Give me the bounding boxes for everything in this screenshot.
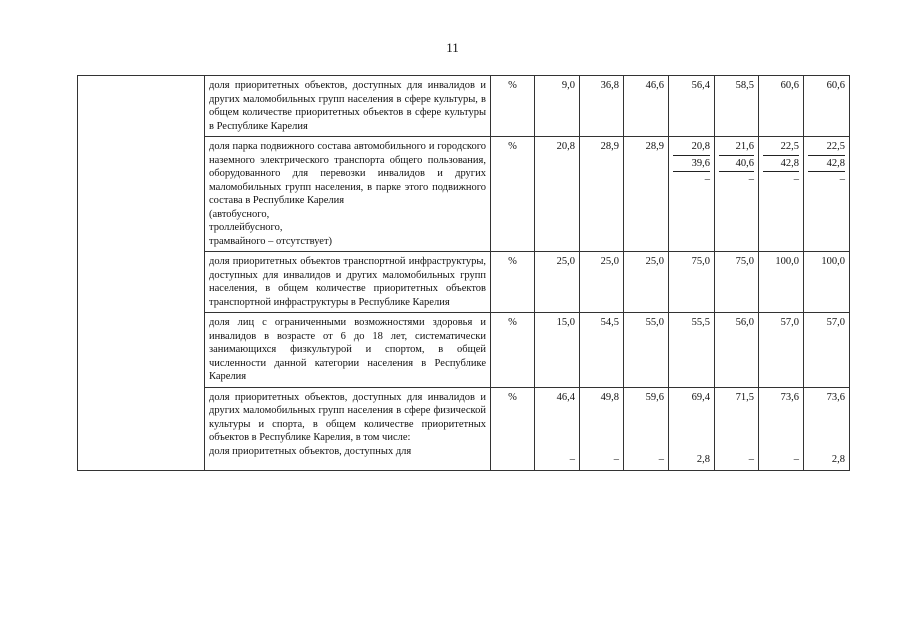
- split-value-cell: [759, 137, 804, 252]
- value-cell: [715, 387, 759, 470]
- indicators-table: [77, 75, 850, 471]
- table-row: [78, 76, 850, 137]
- value-cell: 100,0: [804, 252, 850, 313]
- value-cell: [669, 387, 715, 470]
- split-value: 39,6: [673, 157, 710, 173]
- value-cell: 75,0: [715, 252, 759, 313]
- value: 59,6: [645, 391, 664, 403]
- unit-cell: %: [491, 76, 535, 137]
- value-cell: 55,5: [669, 313, 715, 388]
- value: 46,4: [556, 391, 575, 403]
- row-description: доля приоритетных объектов, доступных для инвалидов и других маломобильных групп населения в сфере культуры, в общем количестве приоритетных объектов в сфере культуры в Республике Карелия: [205, 76, 491, 137]
- row-description: [205, 387, 491, 470]
- value-cell: 20,8: [535, 137, 580, 252]
- value-cell: [804, 387, 850, 470]
- value-cell: 100,0: [759, 252, 804, 313]
- value-cell: [535, 387, 580, 470]
- value-cell: 56,0: [715, 313, 759, 388]
- value-cell: [580, 387, 624, 470]
- value-cell: 25,0: [580, 252, 624, 313]
- description-line: троллейбусного,: [209, 222, 283, 233]
- value-cell: 60,6: [804, 76, 850, 137]
- unit-cell: %: [491, 252, 535, 313]
- empty-left-cell: [78, 76, 205, 471]
- sub-value: –: [569, 454, 575, 465]
- value-cell: 25,0: [624, 252, 669, 313]
- split-value: –: [839, 174, 845, 185]
- row-description: доля лиц с ограниченными возможностями здоровья и инвалидов в возрасте от 6 до 18 лет, систематически занимающихся физкультурой и спортом, в общей численности данной категории населения в Республике Карелия: [205, 313, 491, 388]
- split-value: –: [793, 174, 799, 185]
- description-line: (автобусного,: [209, 208, 270, 220]
- sub-value: –: [748, 454, 754, 465]
- description-continuation: доля приоритетных объектов, доступных для: [209, 445, 412, 457]
- value-cell: 15,0: [535, 313, 580, 388]
- split-value: 20,8: [673, 140, 710, 156]
- value-cell: 57,0: [804, 313, 850, 388]
- value-cell: 56,4: [669, 76, 715, 137]
- value-cell: 54,5: [580, 313, 624, 388]
- row-description: доля приоритетных объектов транспортной инфраструктуры, доступных для инвалидов и других маломобильных групп населения, в общем количестве приоритетных объектов транспортной инфраструктуры в Республике Карелия: [205, 252, 491, 313]
- value-cell: 58,5: [715, 76, 759, 137]
- split-value: 22,5: [808, 140, 845, 156]
- value-cell: 9,0: [535, 76, 580, 137]
- value-cell: 57,0: [759, 313, 804, 388]
- value-cell: 46,6: [624, 76, 669, 137]
- page-number: 11: [446, 40, 459, 55]
- value: 69,4: [691, 391, 710, 403]
- value: 71,5: [735, 391, 754, 403]
- description-line: доля парка подвижного состава автомобильного и городского наземного электрического транспорта общего пользования, оборудованного для перевозки инвалидов и других маломобильных групп населения, в парке этого подвижного состава в Республике Карелия: [209, 141, 486, 206]
- split-value: 40,6: [719, 157, 754, 173]
- value-cell: 60,6: [759, 76, 804, 137]
- description-text: доля приоритетных объектов, доступных для инвалидов и других маломобильных групп населения в сфере физической культуры и спорта, в общем количестве приоритетных объектов в Республике Карелия, в том числе:: [209, 391, 486, 443]
- split-value-cell: [669, 137, 715, 252]
- sub-value: –: [613, 454, 619, 465]
- sub-value: 2,8: [831, 454, 845, 465]
- sub-value: 2,8: [696, 454, 710, 465]
- value-cell: [759, 387, 804, 470]
- value-cell: 36,8: [580, 76, 624, 137]
- value: 49,8: [600, 391, 619, 403]
- value-cell: 28,9: [624, 137, 669, 252]
- value-cell: 25,0: [535, 252, 580, 313]
- value: 73,6: [826, 391, 845, 403]
- split-value: 22,5: [763, 140, 799, 156]
- value: 73,6: [780, 391, 799, 403]
- sub-value: –: [658, 454, 664, 465]
- split-value: –: [748, 174, 754, 185]
- split-value: 42,8: [763, 157, 799, 173]
- split-value: 42,8: [808, 157, 845, 173]
- split-value: –: [704, 174, 710, 185]
- split-value-cell: [804, 137, 850, 252]
- unit-cell: %: [491, 137, 535, 252]
- unit-cell: %: [491, 387, 535, 470]
- row-description: [205, 137, 491, 252]
- value-cell: [624, 387, 669, 470]
- value-cell: 28,9: [580, 137, 624, 252]
- value-cell: 55,0: [624, 313, 669, 388]
- sub-value: –: [793, 454, 799, 465]
- split-value: 21,6: [719, 140, 754, 156]
- description-line: трамвайного – отсутствует): [209, 235, 333, 247]
- split-value-cell: [715, 137, 759, 252]
- value-cell: 75,0: [669, 252, 715, 313]
- unit-cell: %: [491, 313, 535, 388]
